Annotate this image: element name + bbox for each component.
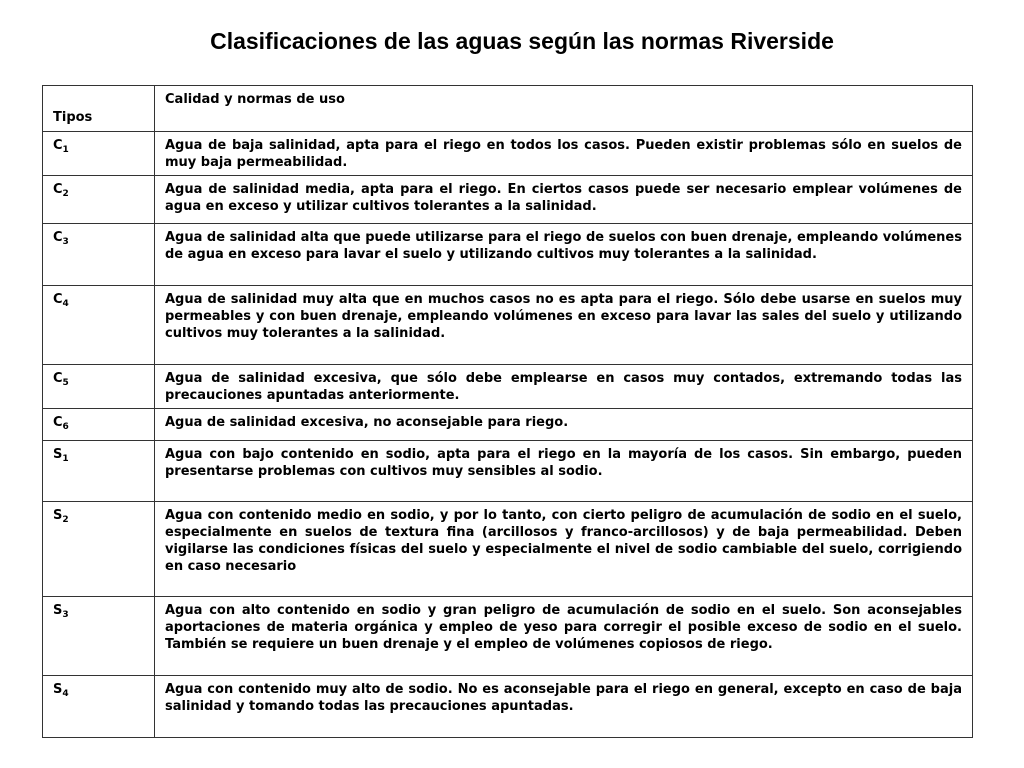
header-tipos: Tipos bbox=[43, 86, 155, 132]
type-code-letter: C bbox=[53, 138, 63, 153]
table-header-row bbox=[43, 86, 973, 132]
type-code bbox=[43, 409, 155, 441]
type-code bbox=[43, 365, 155, 409]
type-code-letter: C bbox=[53, 182, 63, 197]
classification-table bbox=[42, 85, 973, 738]
type-code-subscript: 5 bbox=[62, 378, 69, 388]
type-code-subscript: 3 bbox=[62, 237, 69, 247]
table-row bbox=[43, 132, 973, 176]
type-code bbox=[43, 176, 155, 224]
type-code-letter: C bbox=[53, 292, 63, 307]
type-code-subscript: 1 bbox=[62, 454, 69, 464]
quality-description: Agua de salinidad alta que puede utilizarse para el riego de suelos con buen drenaje, empleando volúmenes de agua en exceso para lavar el suelo y utilizando cultivos muy tolerantes a la salinidad. bbox=[155, 224, 973, 286]
type-code-letter: S bbox=[53, 603, 63, 618]
type-code bbox=[43, 676, 155, 738]
quality-description: Agua de salinidad excesiva, no aconsejable para riego. bbox=[155, 409, 973, 441]
type-code-subscript: 4 bbox=[62, 689, 69, 699]
type-code bbox=[43, 597, 155, 676]
type-code-letter: C bbox=[53, 371, 63, 386]
quality-description: Agua con bajo contenido en sodio, apta para el riego en la mayoría de los casos. Sin embargo, pueden presentarse problemas con cultivos muy sensibles al sodio. bbox=[155, 441, 973, 502]
type-code-letter: S bbox=[53, 508, 63, 523]
type-code-letter: C bbox=[53, 415, 63, 430]
type-code-subscript: 2 bbox=[62, 189, 69, 199]
quality-description: Agua de salinidad excesiva, que sólo debe emplearse en casos muy contados, extremando todas las precauciones apuntadas anteriormente. bbox=[155, 365, 973, 409]
type-code bbox=[43, 441, 155, 502]
table-row bbox=[43, 286, 973, 365]
table-row bbox=[43, 224, 973, 286]
table-row bbox=[43, 597, 973, 676]
type-code-subscript: 1 bbox=[62, 145, 69, 155]
type-code-letter: S bbox=[53, 682, 63, 697]
type-code-subscript: 4 bbox=[62, 299, 69, 309]
quality-description: Agua de salinidad media, apta para el riego. En ciertos casos puede ser necesario emplear volúmenes de agua en exceso y utilizar cultivos tolerantes a la salinidad. bbox=[155, 176, 973, 224]
table-row bbox=[43, 365, 973, 409]
page-title: Clasificaciones de las aguas según las normas Riverside bbox=[210, 28, 834, 54]
type-code-letter: C bbox=[53, 230, 63, 245]
table-row bbox=[43, 409, 973, 441]
table-row bbox=[43, 176, 973, 224]
quality-description: Agua con contenido muy alto de sodio. No es aconsejable para el riego en general, excepto en caso de baja salinidad y tomando todas las precauciones apuntadas. bbox=[155, 676, 973, 738]
type-code bbox=[43, 224, 155, 286]
type-code-letter: S bbox=[53, 447, 63, 462]
type-code-subscript: 3 bbox=[62, 610, 69, 620]
type-code bbox=[43, 502, 155, 597]
quality-description: Agua de salinidad muy alta que en muchos casos no es apta para el riego. Sólo debe usarse en suelos muy permeables y con buen drenaje, empleando volúmenes en exceso para lavar las sales del suelo y utilizando cultivos muy tolerantes a la salinidad. bbox=[155, 286, 973, 365]
type-code-subscript: 2 bbox=[62, 515, 69, 525]
quality-description: Agua de baja salinidad, apta para el riego en todos los casos. Pueden existir problemas sólo en suelos de muy baja permeabilidad. bbox=[155, 132, 973, 176]
header-calidad: Calidad y normas de uso bbox=[155, 86, 973, 132]
quality-description: Agua con contenido medio en sodio, y por lo tanto, con cierto peligro de acumulación de sodio en el suelo, especialmente en suelos de textura fina (arcillosos y franco-arcillosos) y de baja permeabilidad. Deben vigilarse las condiciones físicas del suelo y especialmente el nivel de sodio cambiable del suelo, corrigiendo en caso necesario bbox=[155, 502, 973, 597]
table-row bbox=[43, 502, 973, 597]
table-row bbox=[43, 441, 973, 502]
quality-description: Agua con alto contenido en sodio y gran peligro de acumulación de sodio en el suelo. Son aconsejables aportaciones de materia orgánica y empleo de yeso para corregir el posible exceso de sodio en el suelo. También se requiere un buen drenaje y el empleo de volúmenes copiosos de riego. bbox=[155, 597, 973, 676]
type-code bbox=[43, 286, 155, 365]
table-row bbox=[43, 676, 973, 738]
type-code-subscript: 6 bbox=[62, 422, 69, 432]
type-code bbox=[43, 132, 155, 176]
